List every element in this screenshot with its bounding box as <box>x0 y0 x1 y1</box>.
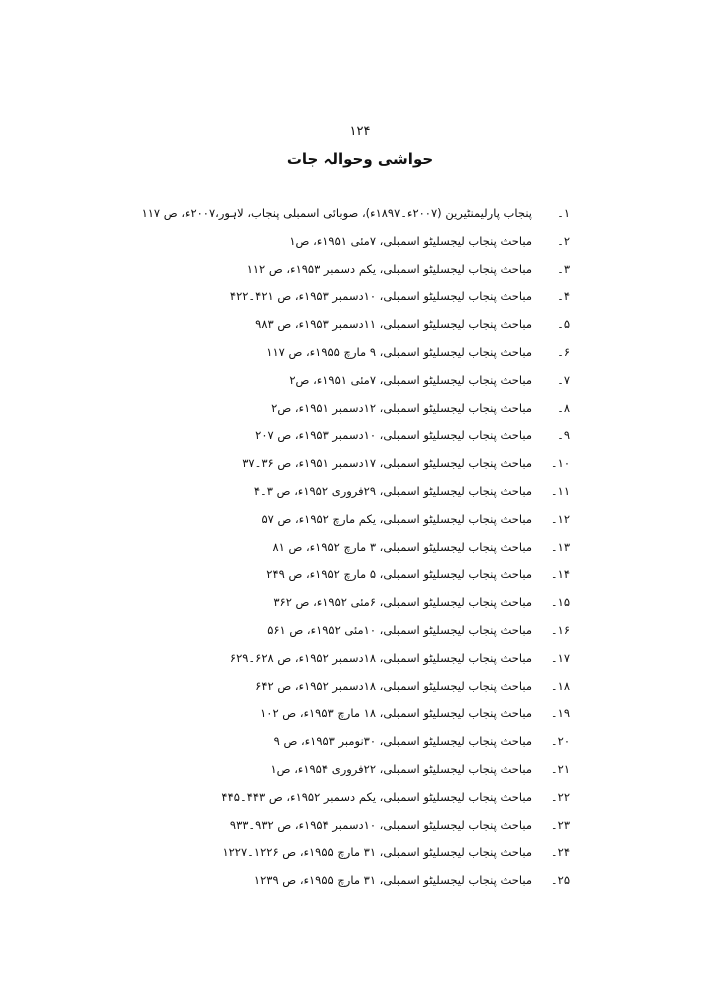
note-text: مباحث پنجاب لیجسلیٹو اسمبلی، ۷مئی ۱۹۵۱ء، ص۲ <box>289 372 532 387</box>
note-text: مباحث پنجاب لیجسلیٹو اسمبلی، ۱۸دسمبر ۱۹۵۲ء، ص ۶۲۸۔۶۲۹ <box>229 650 532 665</box>
page-number: ۱۲۴ <box>349 124 371 139</box>
note-number: ۱۸۔ <box>550 678 570 693</box>
note-text: مباحث پنجاب لیجسلیٹو اسمبلی، ۵ مارچ ۱۹۵۲ء، ص ۲۴۹ <box>266 567 532 582</box>
note-item <box>110 700 570 728</box>
note-item <box>110 283 570 311</box>
note-item <box>110 506 570 534</box>
note-text: مباحث پنجاب لیجسلیٹو اسمبلی، ۱۲دسمبر ۱۹۵۱ء، ص۲ <box>271 400 532 415</box>
note-item <box>110 728 570 756</box>
note-item <box>110 534 570 562</box>
note-item <box>110 561 570 589</box>
note-number: ۱۹۔ <box>550 706 570 721</box>
note-number: ۲۲۔ <box>550 789 570 804</box>
note-number: ۷۔ <box>557 372 570 387</box>
note-text: مباحث پنجاب لیجسلیٹو اسمبلی، ۳۱ مارچ ۱۹۵۵ء، ص ۱۲۲۶۔۱۲۲۷ <box>222 845 532 860</box>
note-text: مباحث پنجاب لیجسلیٹو اسمبلی، ۷مئی ۱۹۵۱ء، ص۱ <box>289 233 532 248</box>
note-text: مباحث پنجاب لیجسلیٹو اسمبلی، ۱۰مئی ۱۹۵۲ء، ص ۵۶۱ <box>267 622 532 637</box>
note-item <box>110 812 570 840</box>
note-number: ۹۔ <box>557 428 570 443</box>
note-number: ۱۲۔ <box>550 511 570 526</box>
note-text: پنجاب پارلیمنٹیرین (۲۰۰۷ء۔۱۸۹۷ء)، صوبائی اسمبلی پنجاب، لاہور،۲۰۰۷ء، ص ۱۱۷ <box>141 206 532 220</box>
note-item <box>110 756 570 784</box>
note-text: مباحث پنجاب لیجسلیٹو اسمبلی، ۳ مارچ ۱۹۵۲ء، ص ۸۱ <box>272 539 532 554</box>
note-item <box>110 200 570 228</box>
note-text: مباحث پنجاب لیجسلیٹو اسمبلی، ۳۰نومبر ۱۹۵۳ء، ص ۹ <box>273 734 532 749</box>
note-item <box>110 228 570 256</box>
note-number: ۱۶۔ <box>550 622 570 637</box>
note-text: مباحث پنجاب لیجسلیٹو اسمبلی، ۱۸ مارچ ۱۹۵۳ء، ص ۱۰۲ <box>260 706 532 721</box>
note-text: مباحث پنجاب لیجسلیٹو اسمبلی، ۹ مارچ ۱۹۵۵ء، ص ۱۱۷ <box>266 344 532 359</box>
note-text: مباحث پنجاب لیجسلیٹو اسمبلی، یکم دسمبر ۱۹۵۳ء، ص ۱۱۲ <box>246 261 532 276</box>
note-item <box>110 867 570 895</box>
note-item <box>110 256 570 284</box>
note-item <box>110 422 570 450</box>
note-item <box>110 617 570 645</box>
note-number: ۲۔ <box>557 233 570 248</box>
note-text: مباحث پنجاب لیجسلیٹو اسمبلی، ۶مئی ۱۹۵۲ء، ص ۳۶۲ <box>273 595 532 610</box>
note-item <box>110 367 570 395</box>
note-item <box>110 839 570 867</box>
note-number: ۶۔ <box>557 344 570 359</box>
note-number: ۱۴۔ <box>550 567 570 582</box>
note-number: ۱۰۔ <box>550 456 570 471</box>
note-number: ۲۰۔ <box>550 734 570 749</box>
note-number: ۲۱۔ <box>550 761 570 776</box>
note-number: ۱۵۔ <box>550 595 570 610</box>
note-text: مباحث پنجاب لیجسلیٹو اسمبلی، یکم دسمبر ۱۹۵۲ء، ص ۴۴۳۔۴۴۵ <box>221 789 532 804</box>
page-heading: حواشی وحوالہ جات <box>286 150 434 168</box>
note-number: ۱۳۔ <box>550 539 570 554</box>
note-item <box>110 478 570 506</box>
note-text: مباحث پنجاب لیجسلیٹو اسمبلی، ۱۰دسمبر ۱۹۵۳ء، ص ۴۲۱۔۴۲۲ <box>229 289 532 304</box>
note-number: ۳۔ <box>557 261 570 276</box>
note-item <box>110 645 570 673</box>
note-number: ۲۳۔ <box>550 817 570 832</box>
note-item <box>110 395 570 423</box>
note-text: مباحث پنجاب لیجسلیٹو اسمبلی، ۱۰دسمبر ۱۹۵۴ء، ص ۹۳۲۔۹۳۳ <box>229 817 532 832</box>
note-number: ۲۴۔ <box>550 845 570 860</box>
note-item <box>110 450 570 478</box>
notes-list <box>110 200 570 895</box>
note-text: مباحث پنجاب لیجسلیٹو اسمبلی، ۱۱دسمبر ۱۹۵۳ء، ص ۹۸۳ <box>255 317 532 332</box>
note-number: ۱۔ <box>557 206 570 220</box>
note-number: ۵۔ <box>557 317 570 332</box>
note-text: مباحث پنجاب لیجسلیٹو اسمبلی، ۲۹فروری ۱۹۵۲ء، ص ۳۔۴ <box>253 483 532 498</box>
note-number: ۱۱۔ <box>550 483 570 498</box>
note-item <box>110 673 570 701</box>
note-number: ۲۵۔ <box>550 873 570 888</box>
note-text: مباحث پنجاب لیجسلیٹو اسمبلی، ۱۷دسمبر ۱۹۵۱ء، ص ۳۶۔۳۷ <box>242 456 532 471</box>
note-text: مباحث پنجاب لیجسلیٹو اسمبلی، ۲۲فروری ۱۹۵۴ء، ص۱ <box>270 761 532 776</box>
note-item <box>110 339 570 367</box>
note-item <box>110 311 570 339</box>
note-text: مباحث پنجاب لیجسلیٹو اسمبلی، ۱۰دسمبر ۱۹۵۳ء، ص ۲۰۷ <box>255 428 532 443</box>
note-text: مباحث پنجاب لیجسلیٹو اسمبلی، ۳۱ مارچ ۱۹۵۵ء، ص ۱۲۳۹ <box>253 873 532 888</box>
note-text: مباحث پنجاب لیجسلیٹو اسمبلی، یکم مارچ ۱۹۵۲ء، ص ۵۷ <box>261 511 532 526</box>
note-text: مباحث پنجاب لیجسلیٹو اسمبلی، ۱۸دسمبر ۱۹۵۲ء، ص ۶۴۲ <box>255 678 532 693</box>
note-number: ۱۷۔ <box>550 650 570 665</box>
note-item <box>110 784 570 812</box>
note-number: ۴۔ <box>557 289 570 304</box>
note-number: ۸۔ <box>557 400 570 415</box>
note-item <box>110 589 570 617</box>
